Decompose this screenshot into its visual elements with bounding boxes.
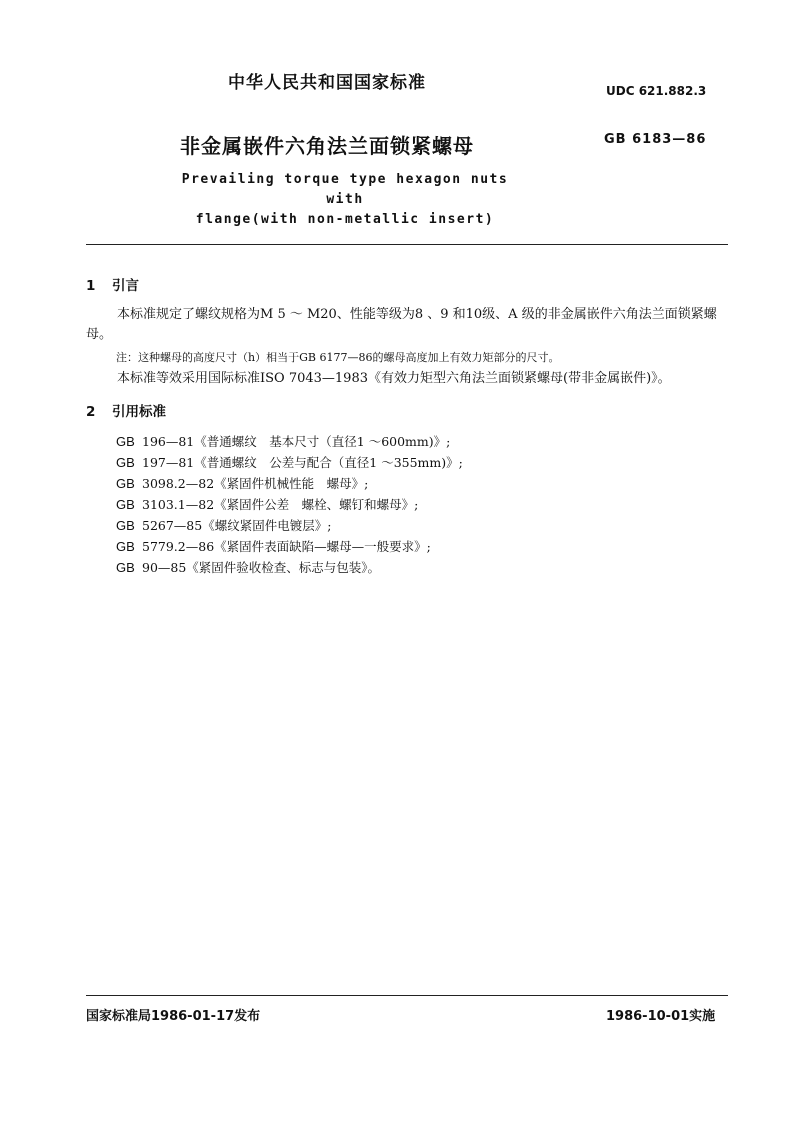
section-1-title: 引言 xyxy=(112,278,139,294)
reference-item: GB 90—85《紧固件验收检查、标志与包装》。 xyxy=(116,560,381,575)
document-title-cn: 非金属嵌件六角法兰面锁紧螺母 xyxy=(180,134,474,158)
section-1-number: 1 xyxy=(86,278,96,294)
reference-item: GB 196—81《普通螺纹 基本尺寸（直径1 ～600mm)》; xyxy=(116,434,451,449)
document-title-en xyxy=(172,170,518,230)
section-1-paragraph-2: 本标准等效采用国际标准ISO 7043—1983《有效力矩型六角法兰面锁紧螺母(带非金属嵌件)》。 xyxy=(117,371,671,386)
header-divider xyxy=(86,244,728,245)
reference-item: GB 3103.1—82《紧固件公差 螺栓、螺钉和螺母》; xyxy=(116,497,419,512)
section-1-heading xyxy=(86,274,139,294)
section-2-number: 2 xyxy=(86,404,96,420)
reference-item: GB 197—81《普通螺纹 公差与配合（直径1 ～355mm)》; xyxy=(116,455,463,470)
section-1-note: 注：这种螺母的高度尺寸（h）相当于GB 6177—86的螺母高度加上有效力矩部分的尺寸。 xyxy=(116,351,560,364)
effective-date: 1986-10-01实施 xyxy=(606,1009,716,1024)
title-en-line-2: flange(with non-metallic insert) xyxy=(195,212,495,227)
issuing-authority: 中华人民共和国国家标准 xyxy=(228,73,426,93)
udc-code: UDC 621.882.3 xyxy=(606,84,707,98)
title-en-line-1: Prevailing torque type hexagon nuts with xyxy=(181,172,509,207)
standard-code: GB 6183—86 xyxy=(604,132,707,147)
section-1-paragraph-1: 本标准规定了螺纹规格为M 5 ～ M20、性能等级为8 、9 和10级、A 级的非金属嵌件六角法兰面锁紧螺母。 xyxy=(86,307,717,342)
reference-item: GB 5267—85《螺纹紧固件电镀层》; xyxy=(116,518,332,533)
reference-item: GB 5779.2—86《紧固件表面缺陷—螺母—一般要求》; xyxy=(116,539,431,554)
issue-date: 国家标准局1986-01-17发布 xyxy=(86,1009,261,1024)
section-2-title: 引用标准 xyxy=(112,404,166,420)
section-2-heading xyxy=(86,400,166,420)
footer-divider xyxy=(86,995,728,996)
reference-item: GB 3098.2—82《紧固件机械性能 螺母》; xyxy=(116,476,369,491)
